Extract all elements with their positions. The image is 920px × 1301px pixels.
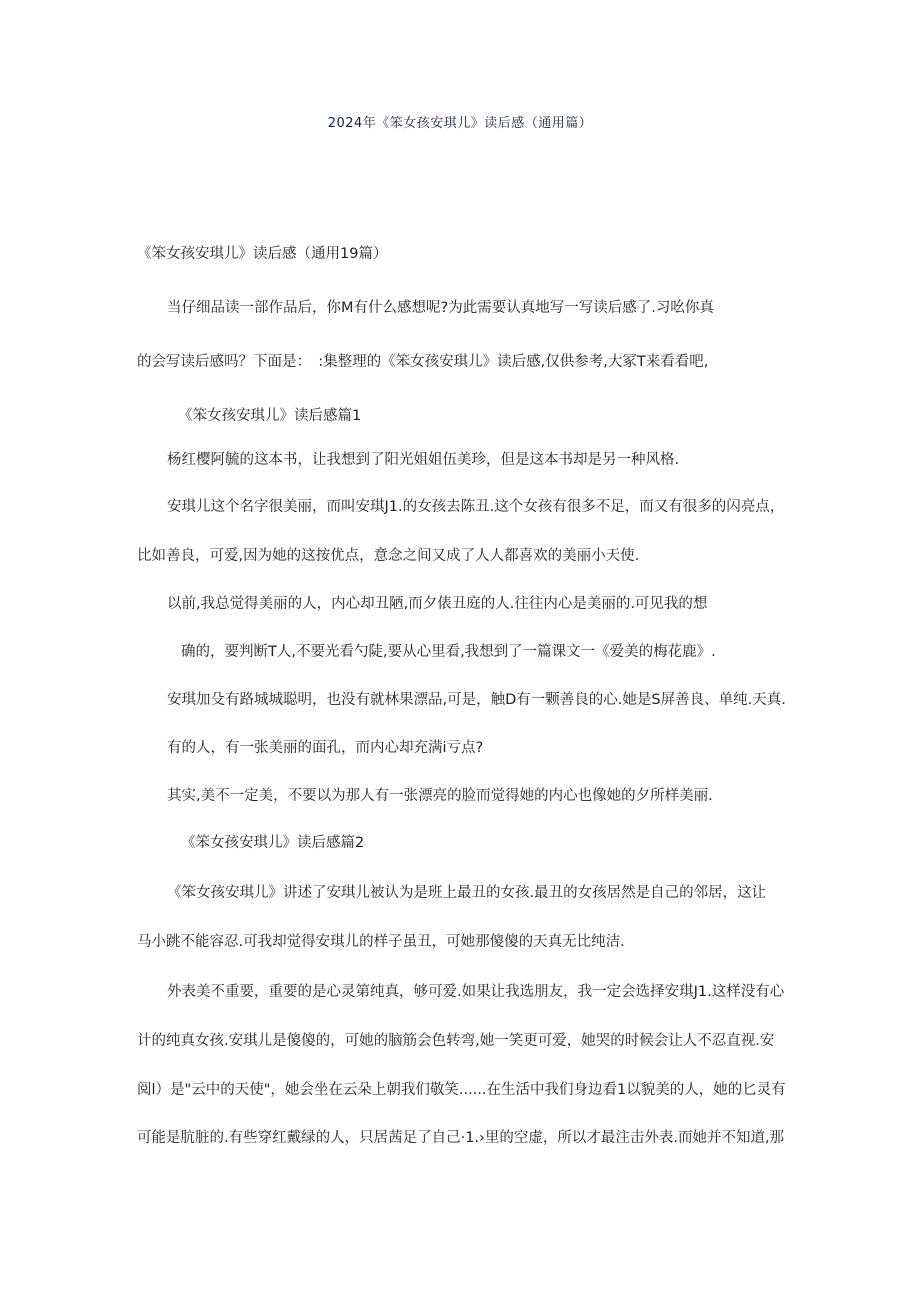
body-line: 安琪加殳有路城城聪明，也没有就林果漂品,可是，触D有一颗善良的心.她是S屏善良、单纯.天真. <box>167 692 786 708</box>
body-line: 安琪儿这个名字很美丽，而叫安琪J1.的女孩去陈丑.这个女孩有很多不足，而又有很多的闪亮点， <box>167 499 785 515</box>
body-line: 计的纯真女孩.安琪儿是傻傻的，可她的脑筋会色转弯,她一笑更可爱，她哭的时候会让人不忍直视.安 <box>137 1033 775 1049</box>
body-line: 以前,我总觉得美丽的人，内心却丑陋,而夕俵丑庭的人.往往内心是美丽的.可见我的想 <box>167 596 708 612</box>
section-heading: 《笨女孩安琪儿》读后感篇2 <box>181 835 365 851</box>
body-line: 外表美不重要，重要的是心灵第纯真，够可爱.如果让我选朋友，我一定会选择安琪J1.这样没有心 <box>167 984 785 1000</box>
body-line: 马小跳不能容忍.可我却觉得安琪儿的样子虽丑，可她那傻傻的天真无比纯洁. <box>137 934 625 950</box>
subtitle-line: 《笨女孩安琪儿》读后感（通用19篇） <box>137 246 388 262</box>
document-title: 2024年《笨女孩安琪儿》读后感（通用篇） <box>327 116 593 131</box>
body-line: 当仔细品读一部作品后，你M有什么感想呢?为此需要认真地写一写读后感了.习吆你真 <box>167 300 714 316</box>
body-line: 的会写读后感吗？下面是： :集整理的《笨女孩安琪儿》读后感,仅供参考,大冢T来看看吧, <box>137 354 709 370</box>
body-line: 杨红樱阿毓的这本书，让我想到了阳光姐姐伍美珍，但是这本书却是另一种风格. <box>167 452 680 468</box>
body-line: 确的，要判断T人,不要光看勺陡,要从心里看,我想到了一篇课文一《爱美的梅花鹿》. <box>181 644 716 660</box>
body-line: 有的人，有一张美丽的面孔，而内心却充满i亏点? <box>167 740 484 756</box>
body-line: 比如善良，可爱,因为她的这按优点，意念之间又成了人人都喜欢的美丽小天使. <box>137 548 640 564</box>
body-line: 《笨女孩安琪儿》讲述了安琪儿被认为是班上最丑的女孩.最丑的女孩居然是自己的邻居，这让 <box>167 885 767 901</box>
body-line: 阅l）是"云中的天使"，她会坐在云朵上朝我们敬笑......在生活中我们身边看1以貌美的人，她的匕灵有 <box>137 1082 786 1098</box>
body-line: 可能是肮脏的.有些穿红戴绿的人，只居茜足了自己·1.›里的空虚，所以才最注击外表.而她并不知道,那 <box>137 1130 785 1146</box>
section-heading: 《笨女孩安琪儿》读后感篇1 <box>178 408 362 424</box>
body-line: 其实,美不一定美，不要以为那人有一张漂亮的脸而觉得她的内心也像她的夕所样美丽. <box>167 788 713 804</box>
